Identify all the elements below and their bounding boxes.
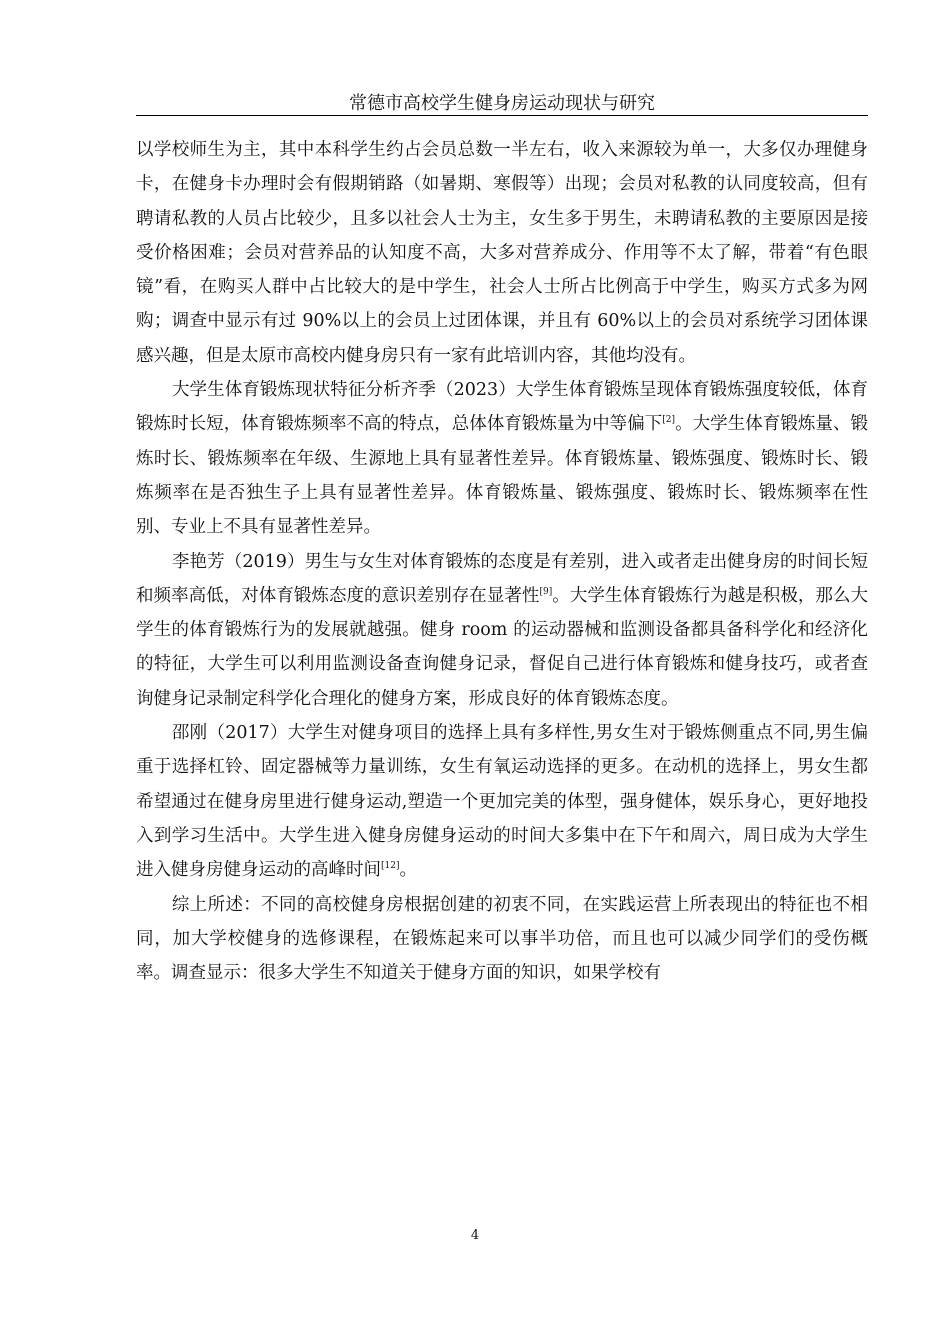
body-text <box>136 133 868 990</box>
citation-ref: [9] <box>539 586 553 597</box>
running-header: 常德市高校学生健身房运动现状与研究 <box>136 93 868 116</box>
paragraph-text: 。大学生体育锻炼量、锻炼时长、锻炼频率在年级、生源地上具有显著性差异。体育锻炼量、锻炼强度、锻炼时长、锻炼频率在是否独生子上具有显著性差异。体育锻炼量、锻炼强度、锻炼时长、锻炼频率在性别、专业上不具有显著性差异。 <box>136 414 869 538</box>
citation-ref: [2] <box>662 415 676 426</box>
paragraph-text: 。大学生体育锻炼行为越是积极，那么大学生的体育锻炼行为的发展就越强。健身 room 的运动器械和监测设备都具备科学化和经济化的特征，大学生可以利用监测设备查询健身记录，督促自己进行体育锻炼和健身技巧，或者查询健身记录制定科学化合理化的健身方案，形成良好的体育锻炼态度。 <box>136 585 869 709</box>
paragraph-text: 大学生体育锻炼现状特征分析齐季（2023）大学生体育锻炼呈现体育锻炼强度较低，体育锻炼时长短，体育锻炼频率不高的特点，总体体育锻炼量为中等偏下 <box>136 380 868 435</box>
paragraph-shao-gang <box>136 716 868 887</box>
paragraph-qi-ji <box>136 373 868 544</box>
paragraph-text: 邵刚（2017）大学生对健身项目的选择上具有多样性,男女生对于锻炼侧重点不同,男生偏重于选择杠铃、固定器械等力量训练，女生有氧运动选择的更多。在动机的选择上，男女生都希望通过在健身房里进行健身运动,塑造一个更加完美的体型，强身健体，娱乐身心，更好地投入到学习生活中。大学生进入健身房健身运动的时间大多集中在下午和周六，周日成为大学生进入健身房健身运动的高峰时间 <box>136 723 868 881</box>
paragraph-text: 。 <box>399 860 417 881</box>
page-number: 4 <box>470 1228 480 1243</box>
paragraph-li-yanfang <box>136 545 868 716</box>
paragraph-continued: 以学校师生为主，其中本科学生约占会员总数一半左右，收入来源较为单一，大多仅办理健身卡，在健身卡办理时会有假期销路（如暑期、寒假等）出现；会员对私教的认同度较高，但有聘请私教的人员占比较少，且多以社会人士为主，女生多于男生，未聘请私教的主要原因是接受价格困难；会员对营养品的认知度不高，大多对营养成分、作用等不太了解，带着“有色眼镜”看，在购买人群中占比较大的是中学生，社会人士所占比例高于中学生，购买方式多为网购；调查中显示有过 90%以上的会员上过团体课，并且有 60%以上的会员对系统学习团体课感兴趣，但是太原市高校内健身房只有一家有此培训内容，其他均没有。 <box>136 140 868 366</box>
paragraph-text: 李艳芳（2019）男生与女生对体育锻炼的态度是有差别，进入或者走出健身房的时间长短和频率高低，对体育锻炼态度的意识差别存在显著性 <box>136 551 868 606</box>
citation-ref: [12] <box>381 861 400 872</box>
paragraph-summary: 综上所述：不同的高校健身房根据创建的初衷不同，在实践运营上所表现出的特征也不相同，加大学校健身的选修课程，在锻炼起来可以事半功倍，而且也可以减少同学们的受伤概率。调查显示：很多大学生不知道关于健身方面的知识，如果学校有 <box>136 894 868 984</box>
